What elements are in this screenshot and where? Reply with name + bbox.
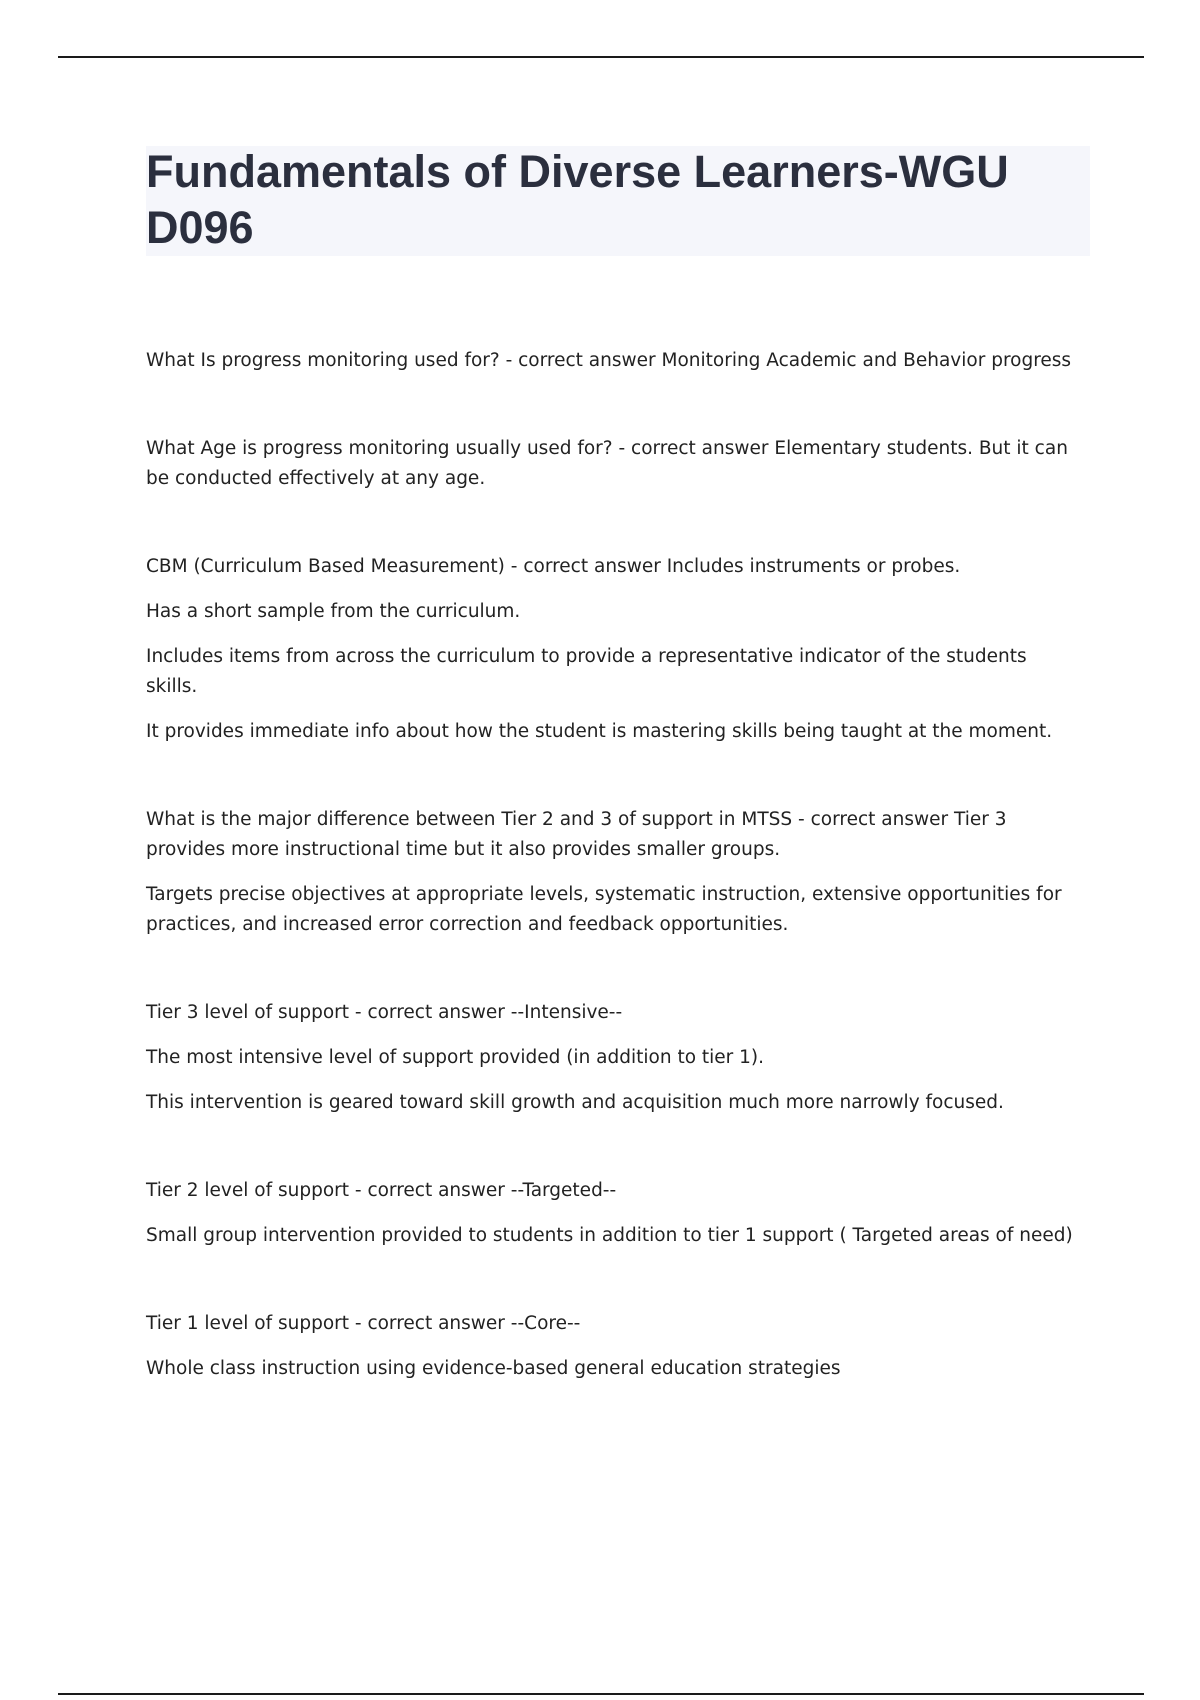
card-text: It provides immediate info about how the student is mastering skills being taught at the moment.: [146, 721, 1053, 742]
flashcard-tier-2: [146, 1176, 1076, 1251]
flashcard-cbm: [146, 552, 1076, 747]
card-text: The most intensive level of support provided (in addition to tier 1).: [146, 1047, 765, 1068]
card-text: Small group intervention provided to students in addition to tier 1 support ( Targeted areas of need): [146, 1225, 1073, 1246]
card-text: Targets precise objectives at appropriate levels, systematic instruction, extensive opportunities for practices, and increased error correction and feedback opportunities.: [146, 884, 1062, 935]
top-divider: [58, 56, 1144, 58]
card-text: Tier 1 level of support - correct answer --Core--: [146, 1313, 581, 1334]
document-title: Fundamentals of Diverse Learners-WGU D096: [146, 146, 1009, 253]
card-text: CBM (Curriculum Based Measurement) - correct answer Includes instruments or probes.: [146, 556, 961, 577]
card-text: What Age is progress monitoring usually used for? - correct answer Elementary students. But it can be conducted effectively at any age.: [146, 438, 1068, 489]
card-text: Whole class instruction using evidence-based general education strategies: [146, 1358, 841, 1379]
flashcard-progress-monitoring-use: [146, 346, 1076, 376]
card-text: Tier 3 level of support - correct answer --Intensive--: [146, 1002, 623, 1023]
card-text: Has a short sample from the curriculum.: [146, 601, 521, 622]
flashcard-tier-1: [146, 1309, 1076, 1384]
card-text: This intervention is geared toward skill growth and acquisition much more narrowly focused.: [146, 1092, 1004, 1113]
flashcard-progress-monitoring-age: [146, 434, 1076, 494]
flashcard-tier-difference: [146, 805, 1076, 940]
flashcard-tier-3: [146, 998, 1076, 1118]
card-text: What Is progress monitoring used for? - correct answer Monitoring Academic and Behavior progress: [146, 350, 1072, 371]
card-text: Tier 2 level of support - correct answer --Targeted--: [146, 1180, 617, 1201]
card-text: Includes items from across the curriculum to provide a representative indicator of the students skills.: [146, 646, 1027, 697]
bottom-divider: [58, 1693, 1144, 1695]
flashcard-list: [146, 346, 1076, 1442]
card-text: What is the major difference between Tier 2 and 3 of support in MTSS - correct answer Tier 3 provides more instructional time but it also provides smaller groups.: [146, 809, 1007, 860]
